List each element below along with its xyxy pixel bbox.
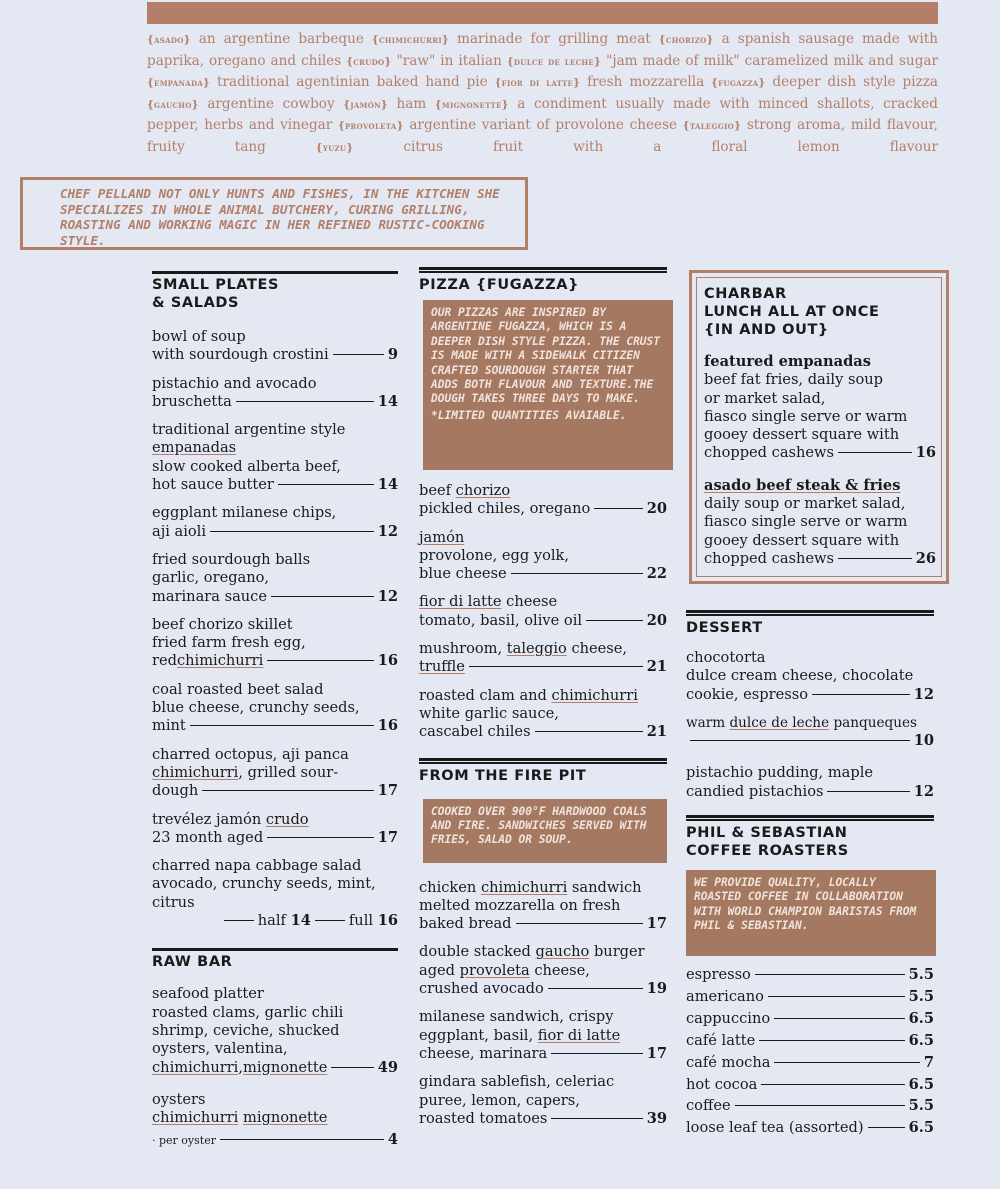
item-desc: melted mozzarella on fresh	[419, 896, 621, 914]
item-desc: eggplant, basil,	[419, 1026, 538, 1044]
item-desc: crushed avocado	[419, 980, 544, 998]
menu-item-chocotorta	[686, 649, 934, 704]
column-dessert-coffee	[686, 610, 934, 1141]
item-price: 5.5	[908, 1097, 934, 1115]
item-desc: provolone, egg yolk,	[419, 546, 570, 564]
menu-item-gaucho-burger	[419, 943, 667, 998]
item-desc: white garlic sauce,	[419, 704, 559, 722]
item-desc: · per oyster	[152, 1134, 216, 1148]
menu-item-pizza-jamon	[419, 529, 667, 584]
menu-item-beet-salad	[152, 681, 398, 736]
glossary-def: an argentine barbeque	[190, 31, 372, 47]
menu-item-jamon-crudo	[152, 811, 398, 848]
coffee-item	[686, 1097, 934, 1115]
item-desc: truffle	[419, 658, 465, 676]
glossary-term: {chimichurri}	[371, 34, 449, 46]
leader-line	[236, 401, 374, 402]
item-price: 16	[377, 652, 398, 670]
item-desc: beef fat fries, daily soup	[704, 371, 883, 389]
item-price: 21	[646, 723, 667, 741]
item-desc: pickled chiles, oregano	[419, 500, 591, 518]
item-price: 6.5	[908, 1119, 934, 1137]
item-price: 16	[377, 717, 398, 735]
pizza-note-limited: *LIMITED QUANTITIES AVAIABLE.	[431, 408, 627, 422]
item-desc: fiasco single serve or warm	[704, 513, 908, 531]
item-name: charred octopus, aji panca	[152, 745, 349, 763]
raw-bar-header	[152, 948, 398, 971]
item-name: chocotorta	[686, 649, 766, 666]
item-name: chicken	[419, 878, 481, 896]
glossary-word: chimichurri	[152, 1109, 239, 1127]
item-desc: dulce cream cheese, chocolate	[686, 667, 914, 685]
item-name: eggplant milanese chips,	[152, 504, 337, 522]
fire-pit-note-text: COOKED OVER 900°F HARDWOOD COALS AND FIRE. SANDWICHES SERVED WITH FRIES, SALAD OR SOUP.	[431, 804, 647, 847]
item-desc: citrus	[152, 893, 195, 911]
item-price: 49	[377, 1058, 398, 1076]
item-desc: daily soup or market salad,	[704, 495, 906, 513]
menu-item-cabbage-salad	[152, 857, 398, 930]
menu-item-asado-steak	[704, 477, 936, 568]
item-name: burger	[589, 943, 645, 961]
leader-line	[271, 596, 374, 597]
item-name: coffee	[686, 1097, 731, 1115]
item-name: bowl of soup	[152, 328, 246, 345]
item-price: 17	[377, 828, 398, 846]
item-price: 5.5	[908, 966, 934, 984]
item-desc: , grilled sour-	[238, 763, 339, 781]
leader-line	[315, 920, 345, 921]
item-price: 17	[646, 915, 667, 933]
menu-item-oysters	[152, 1091, 398, 1151]
glossary-def: argentine cowboy	[198, 95, 344, 112]
leader-line	[774, 1062, 919, 1063]
item-price: 22	[646, 565, 667, 583]
coffee-header	[686, 815, 934, 860]
glossary-word: chimichurri	[551, 686, 638, 704]
leader-line	[551, 1118, 642, 1119]
leader-line	[202, 790, 373, 791]
charbar-subtitle-2: {IN AND OUT}	[704, 322, 829, 338]
item-name: trevélez jamón	[152, 810, 266, 828]
glossary-term: {crudo}	[346, 55, 392, 68]
coffee-item	[686, 1032, 934, 1050]
column-pizza	[419, 267, 667, 1138]
item-desc: cheese,	[529, 961, 590, 979]
leader-line	[761, 1084, 904, 1085]
glossary-word: fior di latte	[419, 593, 502, 611]
item-desc: marinara sauce	[152, 587, 267, 605]
leader-line	[759, 1040, 904, 1041]
item-name: warm	[686, 714, 730, 731]
glossary-term: {fior di latte}	[494, 77, 581, 89]
item-price: 20	[646, 500, 667, 518]
glossary-word: chimichurri	[152, 763, 239, 781]
item-name: mushroom,	[419, 640, 507, 658]
item-price: 6.5	[908, 1031, 934, 1049]
dessert-header	[686, 610, 934, 637]
item-name: loose leaf tea (assorted)	[686, 1119, 864, 1137]
leader-line	[267, 660, 373, 661]
menu-item-soup	[152, 328, 398, 365]
item-name: americano	[686, 987, 764, 1005]
item-desc: garlic, oregano,	[152, 569, 270, 587]
item-name: beef chorizo skillet	[152, 615, 293, 633]
item-desc: dough	[152, 782, 199, 800]
item-name: double stacked	[419, 943, 536, 961]
item-price: 14	[290, 912, 311, 930]
item-desc: cookie, espresso	[686, 685, 809, 703]
menu-item-pizza-chorizo	[419, 482, 667, 519]
item-desc: aged	[419, 961, 460, 979]
glossary-word: gaucho	[535, 943, 590, 961]
item-desc: hot sauce butter	[152, 476, 274, 494]
item-name: beef	[419, 482, 456, 499]
item-desc: shrimp, ceviche, shucked	[152, 1021, 340, 1039]
item-desc: avocado, crunchy seeds, mint,	[152, 875, 376, 893]
leader-line	[331, 1067, 373, 1068]
item-price: 16	[377, 912, 398, 930]
menu-item-seafood-platter	[152, 985, 398, 1076]
item-desc: with sourdough crostini	[152, 346, 329, 364]
glossary-word: taleggio	[506, 640, 567, 658]
glossary-word: fior di latte	[537, 1026, 621, 1044]
glossary-word: mignonette	[242, 1109, 328, 1127]
glossary-word: chimichurri	[176, 652, 264, 670]
charbar-box	[689, 270, 949, 584]
item-price: 14	[377, 392, 398, 410]
glossary-word: chimichurri	[152, 1058, 239, 1076]
glossary-term: {mignonette}	[434, 98, 509, 111]
size-label: full	[348, 912, 374, 930]
menu-item-chorizo-skillet	[152, 616, 398, 671]
item-price: 6.5	[908, 1009, 934, 1027]
item-desc: gooey dessert square with	[704, 426, 900, 444]
leader-line	[516, 923, 643, 924]
item-price: 5.5	[908, 987, 934, 1005]
item-desc: fiasco single serve or warm	[704, 407, 908, 425]
pizza-title: PIZZA {FUGAZZA}	[419, 277, 580, 293]
leader-line	[267, 837, 374, 838]
item-price: 16	[915, 444, 936, 462]
glossary-def: fresh mozzarella	[580, 74, 712, 90]
coffee-item	[686, 966, 934, 984]
glossary-term: {provoleta}	[337, 120, 404, 132]
item-price: 14	[377, 476, 398, 494]
item-desc: chopped cashews	[704, 549, 835, 567]
pizza-note-text: OUR PIZZAS ARE INSPIRED BY ARGENTINE FUGAZZA, WHICH IS A DEEPER DISH STYLE PIZZA. THE CRUST IS MADE WITH A SIDEWALK CITIZEN CRAFTED SOURDOUGH STARTER THAT ADDS BOTH FLAVOUR AND TEXTURE.THE DOUGH TAKES THREE DAYS TO MAKE.	[431, 306, 661, 406]
glossary-def: "jam made of milk" caramelized milk and sugar	[601, 52, 938, 69]
leader-line	[838, 452, 912, 453]
coffee-title: PHIL & SEBASTIAN	[686, 825, 848, 842]
item-name: espresso	[686, 966, 751, 984]
menu-item-sablefish	[419, 1073, 667, 1128]
leader-line	[690, 740, 910, 741]
item-price: 7	[923, 1053, 934, 1071]
leader-line	[224, 920, 254, 921]
item-desc: or market salad,	[704, 389, 826, 407]
menu-item-octopus	[152, 746, 398, 801]
item-desc: blue cheese	[419, 565, 507, 583]
item-desc: tomato, basil, olive oil	[419, 611, 583, 629]
coffee-item	[686, 1119, 934, 1137]
item-price: 19	[646, 980, 667, 998]
fire-pit-title: FROM THE FIRE PIT	[419, 767, 587, 784]
coffee-item	[686, 988, 934, 1006]
leader-line	[594, 508, 642, 509]
item-name: pistachio and avocado	[152, 374, 317, 392]
fire-pit-header	[419, 758, 667, 785]
glossary-def: deeper dish style pizza	[765, 74, 939, 90]
item-name: roasted clam and	[419, 686, 552, 704]
menu-item-empanadas	[152, 421, 398, 494]
pizza-header	[419, 267, 667, 294]
leader-line	[333, 354, 384, 355]
chef-note-box	[20, 177, 528, 250]
item-name: milanese sandwich, crispy	[419, 1008, 614, 1026]
item-name: featured empanadas	[704, 353, 871, 370]
item-price: 20	[646, 611, 667, 629]
glossary-word: crudo	[265, 810, 309, 828]
menu-item-featured-empanadas	[704, 353, 936, 463]
item-desc: puree, lemon, capers,	[419, 1091, 580, 1109]
item-desc: ,	[238, 1058, 243, 1076]
leader-line	[535, 731, 643, 732]
chef-note: CHEF PELLAND NOT ONLY HUNTS AND FISHES, IN THE KITCHEN SHE SPECIALIZES IN WHOLE ANIMAL BUTCHERY, CURING GRILLING, ROASTING AND WORKING MAGIC IN HER REFINED RUSTIC-COOKING STYLE.	[60, 186, 500, 248]
item-name: café mocha	[686, 1053, 771, 1071]
item-name: pistachio pudding, maple	[686, 764, 874, 782]
menu-item-chicken-sandwich	[419, 879, 667, 934]
charbar-subtitle: LUNCH ALL AT ONCE	[704, 304, 880, 320]
item-name: cappuccino	[686, 1009, 771, 1027]
glossary-def: citrus fruit with a floral lemon flavour	[353, 138, 938, 155]
item-desc: roasted clams, garlic chili	[152, 1003, 344, 1021]
coffee-note	[686, 870, 936, 956]
glossary-def: marinade for grilling meat	[448, 31, 659, 47]
coffee-item	[686, 1076, 934, 1094]
glossary-term: {dulce de leche}	[506, 55, 602, 68]
glossary-word: empanadas	[152, 439, 237, 457]
glossary-term: {asado}	[147, 34, 191, 46]
item-name: traditional argentine style	[152, 421, 346, 439]
item-desc: oysters, valentina,	[152, 1040, 288, 1058]
item-price: 21	[646, 658, 667, 676]
item-desc: aji aioli	[152, 522, 207, 540]
menu-item-bruschetta	[152, 375, 398, 412]
header-texture-bar	[147, 2, 938, 24]
leader-line	[278, 484, 374, 485]
item-price: 4	[387, 1131, 398, 1149]
leader-line	[838, 558, 912, 559]
glossary-def: a condiment usually made with minced shallots, cracked pepper, herbs and vinegar	[147, 95, 938, 133]
small-plates-subtitle: & SALADS	[152, 295, 240, 311]
glossary-term: {empanada}	[147, 77, 211, 89]
item-desc: baked bread	[419, 915, 512, 933]
item-price: 10	[913, 732, 934, 750]
glossary-def: "raw" in italian	[391, 52, 507, 69]
glossary	[147, 29, 938, 158]
glossary-term: {taleggio}	[682, 120, 742, 132]
item-name: fried sourdough balls	[152, 550, 311, 568]
glossary-word: chorizo	[455, 482, 511, 499]
item-name: gindara sablefish, celeriac	[419, 1073, 615, 1091]
item-price: 17	[646, 1044, 667, 1062]
glossary-term: {jamón}	[343, 98, 388, 111]
menu-item-pizza-mushroom	[419, 640, 667, 677]
glossary-term: {chorizo}	[658, 34, 714, 46]
glossary-word: provoleta	[459, 961, 530, 979]
item-name: oysters	[152, 1090, 206, 1108]
item-price: 12	[377, 522, 398, 540]
raw-bar-title: RAW BAR	[152, 954, 233, 971]
item-name: cheese	[501, 593, 558, 611]
glossary-def: traditional agentinian baked hand pie	[210, 74, 495, 90]
item-name: charred napa cabbage salad	[152, 857, 362, 875]
item-desc: fried farm fresh egg,	[152, 634, 306, 652]
item-desc: bruschetta	[152, 392, 232, 410]
item-desc: candied pistachios	[686, 782, 824, 800]
leader-line	[210, 531, 374, 532]
leader-line	[551, 1053, 642, 1054]
glossary-word: chimichurri	[480, 878, 568, 896]
item-name: asado beef steak & fries	[704, 476, 901, 494]
item-price: 12	[913, 782, 934, 800]
item-desc: red	[152, 652, 177, 670]
leader-line	[469, 666, 643, 667]
leader-line	[220, 1139, 384, 1140]
glossary-word: jamón	[419, 528, 465, 546]
item-price: 12	[913, 685, 934, 703]
dessert-title: DESSERT	[686, 620, 763, 636]
item-price: 6.5	[908, 1075, 934, 1093]
glossary-def: a spanish sausage made with paprika, oregano and chiles	[147, 31, 938, 69]
fire-pit-note	[423, 799, 667, 863]
leader-line	[190, 725, 374, 726]
item-desc: roasted tomatoes	[419, 1109, 548, 1127]
item-name: hot cocoa	[686, 1075, 758, 1093]
glossary-def: ham	[387, 95, 435, 112]
glossary-word: dulce de leche	[729, 714, 830, 731]
leader-line	[735, 1105, 905, 1106]
leader-line	[812, 694, 910, 695]
pizza-note	[423, 300, 673, 470]
coffee-subtitle: COFFEE ROASTERS	[686, 843, 849, 860]
leader-line	[511, 573, 643, 574]
glossary-term: {gaucho}	[147, 98, 199, 111]
item-price: 17	[377, 782, 398, 800]
small-plates-header	[152, 271, 398, 312]
item-name: coal roasted beet salad	[152, 680, 324, 698]
coffee-item	[686, 1010, 934, 1028]
item-desc: chopped cashews	[704, 444, 835, 462]
leader-line	[548, 988, 643, 989]
glossary-def: strong aroma, mild flavour, fruity tang	[147, 117, 938, 155]
coffee-item	[686, 1054, 934, 1072]
item-price: 39	[646, 1109, 667, 1127]
glossary-term: {yuzu}	[315, 141, 354, 154]
item-name: café latte	[686, 1031, 756, 1049]
small-plates-title: SMALL PLATES	[152, 277, 280, 293]
menu-item-milanese-sandwich	[419, 1008, 667, 1063]
item-name: cheese,	[566, 640, 628, 658]
item-price: 26	[915, 549, 936, 567]
item-desc: 23 month aged	[152, 828, 264, 846]
glossary-term: {fugazza}	[711, 77, 766, 89]
glossary-def: argentine variant of provolone cheese	[403, 117, 683, 133]
menu-item-pistachio-pudding	[686, 764, 934, 801]
size-label: half	[257, 912, 286, 930]
item-desc: slow cooked alberta beef,	[152, 457, 341, 475]
item-name: sandwich	[567, 878, 642, 896]
menu-item-panqueques	[686, 714, 934, 751]
item-desc: mint	[152, 717, 186, 735]
menu-item-pizza-clam	[419, 687, 667, 742]
item-price: 9	[387, 346, 398, 364]
menu-item-sourdough-balls	[152, 551, 398, 606]
item-desc: cheese, marinara	[419, 1044, 548, 1062]
glossary-word: mignonette	[242, 1058, 328, 1076]
column-small-plates	[152, 271, 398, 1161]
menu-item-eggplant-chips	[152, 504, 398, 541]
leader-line	[827, 791, 909, 792]
leader-line	[774, 1018, 904, 1019]
charbar-title: CHARBAR	[704, 286, 787, 302]
menu-item-pizza-fior	[419, 593, 667, 630]
item-name: panqueques	[829, 714, 917, 731]
item-desc: blue cheese, crunchy seeds,	[152, 699, 360, 717]
item-price: 12	[377, 587, 398, 605]
leader-line	[768, 996, 905, 997]
coffee-note-text: WE PROVIDE QUALITY, LOCALLY ROASTED COFFEE IN COLLABORATION WITH WORLD CHAMPION BARISTAS FROM PHIL & SEBASTIAN.	[694, 876, 917, 933]
leader-line	[868, 1127, 905, 1128]
item-desc: gooey dessert square with	[704, 531, 900, 549]
item-name: seafood platter	[152, 985, 264, 1003]
leader-line	[586, 620, 643, 621]
item-desc: cascabel chiles	[419, 723, 531, 741]
leader-line	[755, 974, 905, 975]
